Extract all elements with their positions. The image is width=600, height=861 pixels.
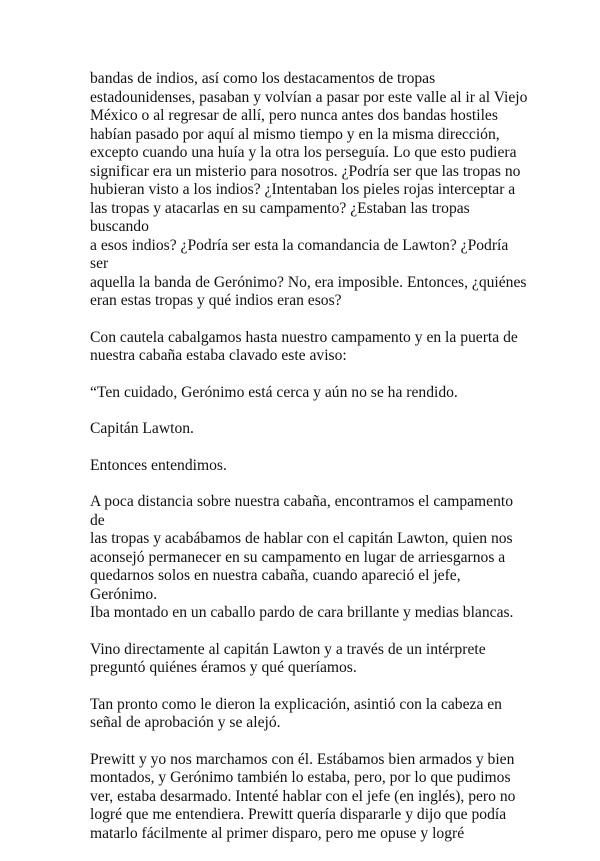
paragraph-5: Entonces entendimos. xyxy=(90,456,227,474)
paragraph-1: bandas de indios, así como los destacamentos de tropas estadounidenses, pasaban y volvían a pasar por este valle al ir al Viejo México o al regresar de allí, pero nunca antes dos bandas hostiles habían pasado por aquí al mismo tiempo y en la misma dirección, excepto cuando una huía y la otra los perseguía. Lo que esto pudiera significar era un misterio para nosotros. ¿Podría ser que las tropas no hubieran visto a los indios? ¿Intentaban los pieles rojas interceptar a las tropas y atacarlas en su campamento? ¿Estaban las tropas buscando a esos indios? ¿Podría ser esta la comandancia de Lawton? ¿Podría ser aquella la banda de Gerónimo? No, era imposible. Entonces, ¿quiénes eran estas tropas y qué indios eran esos? xyxy=(90,70,528,309)
paragraph-3: “Ten cuidado, Gerónimo está cerca y aún no se ha rendido. xyxy=(90,383,458,401)
paragraph-8: Tan pronto como le dieron la explicación, asintió con la cabeza en señal de aprobación y se alejó. xyxy=(90,695,502,731)
paragraph-2: Con cautela cabalgamos hasta nuestro campamento y en la puerta de nuestra cabaña estaba clavado este aviso: xyxy=(90,328,518,364)
paragraph-9: Prewitt y yo nos marchamos con él. Estábamos bien armados y bien montados, y Gerónimo también lo estaba, pero, por lo que pudimos ver, estaba desarmado. Intenté hablar con el jefe (en inglés), pero no logré que me entendiera. Prewitt quería dispararle y dijo que podía matarlo fácilmente al primer disparo, pero me opuse y logré xyxy=(90,750,516,842)
paragraph-4: Capitán Lawton. xyxy=(90,420,194,437)
document-page xyxy=(90,70,530,861)
paragraph-6: A poca distancia sobre nuestra cabaña, encontramos el campamento de las tropas y acabábamos de hablar con el capitán Lawton, quien nos aconsejó permanecer en su campamento en lugar de arriesgarnos a quedarnos solos en nuestra cabaña, cuando apareció el jefe, Gerónimo. Iba montado en un caballo pardo de cara brillante y medias blancas. xyxy=(90,493,514,621)
paragraph-7: Vino directamente al capitán Lawton y a través de un intérprete preguntó quiénes éramos y qué queríamos. xyxy=(90,640,486,676)
